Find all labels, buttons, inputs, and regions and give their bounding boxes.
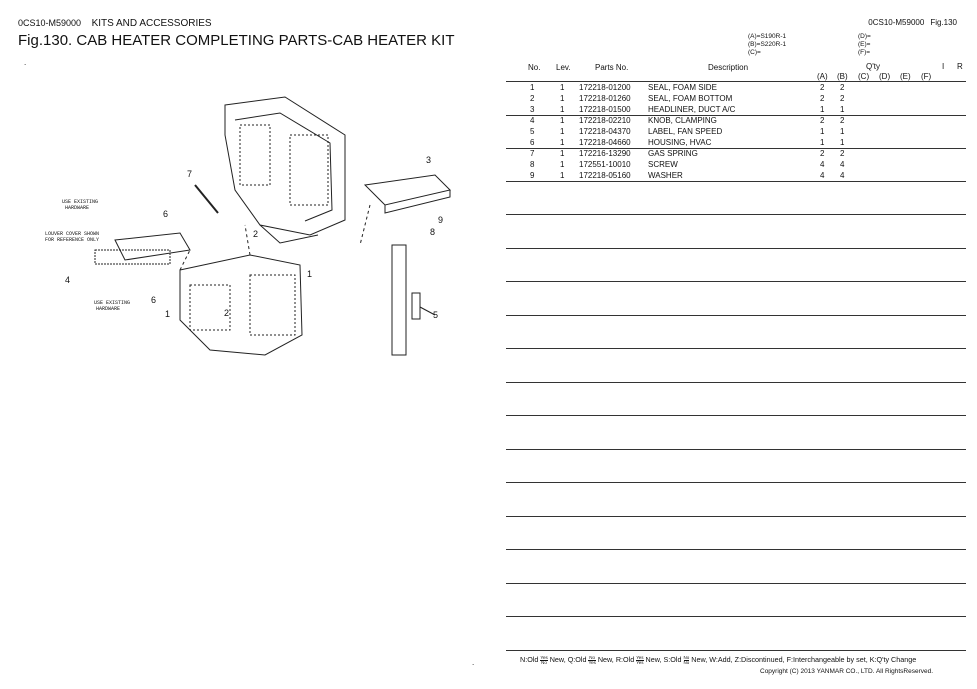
qty-col-header: (A): [817, 72, 828, 81]
row-qty-a: 2: [820, 116, 825, 125]
qty-col-header: (D): [879, 72, 891, 81]
model-c: (C)=: [748, 49, 761, 56]
doc-code: 0CS10-M59000: [18, 18, 82, 28]
group-rule: [506, 148, 966, 149]
legend-text: New, W:Add, Z:Discontinued, F:Interchangeable by set, K:Q'ty Change: [691, 655, 917, 664]
note-existing-hardware-1: USE EXISTING: [62, 199, 99, 205]
upper-window-grid: [240, 125, 270, 185]
row-lev: 1: [560, 171, 565, 180]
doc-code-right: [862, 18, 957, 27]
table-row: [506, 170, 966, 181]
row-lev: 1: [560, 127, 565, 136]
qty-col-header: (E): [900, 72, 911, 81]
row-part-no: 172218-01260: [579, 94, 631, 103]
legend-code: N:Old: [520, 655, 539, 664]
model-f: (F)=: [858, 49, 871, 56]
callout-7: 7: [187, 169, 193, 179]
callout-4: 4: [65, 275, 71, 285]
row-qty-a: 4: [820, 171, 825, 180]
qty-col-header: (C): [858, 72, 870, 81]
row-no: 5: [530, 127, 535, 136]
row-no: 9: [530, 171, 535, 180]
blank-row-rule: [506, 449, 966, 450]
blank-row-rule: [506, 516, 966, 517]
row-qty-b: 1: [840, 138, 845, 147]
row-qty-b: 2: [840, 116, 845, 125]
row-description: HEADLINER, DUCT A/C: [648, 105, 736, 114]
row-no: 3: [530, 105, 535, 114]
qty-col-header: (F): [921, 72, 932, 81]
section-name: KITS AND ACCESSORIES: [91, 18, 212, 29]
cab-lower-frame: [180, 255, 302, 355]
table-row: [506, 137, 966, 148]
row-description: HOUSING, HVAC: [648, 138, 712, 147]
row-qty-a: 2: [820, 94, 825, 103]
row-qty-a: 1: [820, 138, 825, 147]
louver-cover: [95, 250, 170, 264]
row-lev: 1: [560, 105, 565, 114]
copyright: Copyright (C) 2013 YANMAR CO., LTD. All RightsReserved.: [760, 668, 934, 675]
row-part-no: 172218-05160: [579, 171, 631, 180]
callout-3: 3: [426, 155, 432, 165]
blank-row-rule: [506, 248, 966, 249]
doc-code-right-text: 0CS10-M59000: [868, 18, 925, 27]
header-rule: [506, 81, 966, 82]
callout-1b: 1: [165, 309, 171, 319]
svg-text:HARDWARE: HARDWARE: [96, 306, 121, 312]
blank-row-rule: [506, 348, 966, 349]
stray-dot: .: [24, 58, 27, 67]
table-row: [506, 159, 966, 170]
row-qty-a: 1: [820, 127, 825, 136]
group-rule: [506, 181, 966, 182]
blank-row-rule: [506, 650, 966, 651]
row-no: 2: [530, 94, 535, 103]
row-part-no: 172551-10010: [579, 160, 631, 169]
callout-6: 6: [163, 209, 169, 219]
row-no: 6: [530, 138, 535, 147]
model-key-left: [748, 33, 786, 57]
row-qty-a: 1: [820, 105, 825, 114]
table-row: [506, 104, 966, 115]
row-lev: 1: [560, 138, 565, 147]
legend-fraction: $\frac{No}{\text{Yes}}$: [588, 654, 596, 665]
blank-row-rule: [506, 415, 966, 416]
row-description: WASHER: [648, 171, 683, 180]
row-lev: 1: [560, 83, 565, 92]
row-part-no: 172218-04660: [579, 138, 631, 147]
row-part-no: 172218-02210: [579, 116, 631, 125]
model-a: (A)=S190R-1: [748, 33, 787, 40]
group-rule: [506, 115, 966, 116]
row-qty-b: 4: [840, 171, 845, 180]
callout-2: 2: [253, 229, 259, 239]
blank-row-rule: [506, 583, 966, 584]
model-e: (E)=: [858, 41, 871, 48]
callout-8: 8: [430, 227, 436, 237]
row-description: LABEL, FAN SPEED: [648, 127, 723, 136]
callout-2b: 2: [224, 308, 230, 318]
row-no: 7: [530, 149, 535, 158]
row-qty-b: 4: [840, 160, 845, 169]
legend-fraction: $\frac{\text{Yes}}{No}$: [540, 654, 548, 665]
hvac-housing: [115, 233, 190, 260]
col-qty: Q'ty: [866, 62, 880, 71]
col-no: No.: [528, 63, 541, 72]
legend: [520, 655, 916, 665]
row-qty-b: 2: [840, 83, 845, 92]
gas-spring: [195, 185, 218, 213]
legend-fraction: $\frac{No}{No}$: [683, 654, 690, 665]
row-qty-b: 2: [840, 149, 845, 158]
legend-text: New,: [549, 655, 568, 664]
exploded-diagram: [40, 75, 480, 375]
model-key-right: [858, 33, 871, 57]
callout-5: 5: [433, 310, 439, 320]
doc-header: [18, 18, 212, 29]
page-title: Fig.130. CAB HEATER COMPLETING PARTS-CAB HEATER KIT: [18, 32, 455, 49]
legend-code: R:Old: [615, 655, 635, 664]
table-row: [506, 115, 966, 126]
callout-9: 9: [438, 215, 444, 225]
note-louver: LOUVER COVER SHOWN: [45, 231, 100, 237]
blank-row-rule: [506, 281, 966, 282]
row-lev: 1: [560, 160, 565, 169]
table-row: [506, 126, 966, 137]
col-desc: Description: [708, 63, 749, 72]
row-lev: 1: [560, 116, 565, 125]
row-qty-a: 2: [820, 83, 825, 92]
model-b: (B)=S220R-1: [748, 41, 787, 48]
col-i: I: [942, 62, 945, 71]
row-lev: 1: [560, 94, 565, 103]
fan-speed-label: [392, 245, 406, 355]
row-qty-b: 2: [840, 94, 845, 103]
row-description: KNOB, CLAMPING: [648, 116, 717, 125]
row-no: 8: [530, 160, 535, 169]
svg-text:HARDWARE: HARDWARE: [65, 205, 90, 211]
table-row: [506, 93, 966, 104]
callout-6b: 6: [151, 295, 157, 305]
model-d: (D)=: [858, 33, 871, 40]
row-lev: 1: [560, 149, 565, 158]
blank-row-rule: [506, 214, 966, 215]
svg-text:FOR REFERENCE ONLY: FOR REFERENCE ONLY: [45, 237, 100, 243]
col-lev: Lev.: [556, 63, 571, 72]
row-description: SCREW: [648, 160, 678, 169]
row-no: 1: [530, 83, 535, 92]
row-qty-a: 4: [820, 160, 825, 169]
stray-dot-bottom: .: [472, 658, 475, 667]
blank-row-rule: [506, 482, 966, 483]
row-no: 4: [530, 116, 535, 125]
table-row: [506, 148, 966, 159]
legend-fraction: $\frac{\text{Yes}}{\text{Yes}}$: [636, 654, 644, 665]
blank-row-rule: [506, 315, 966, 316]
row-qty-b: 1: [840, 127, 845, 136]
row-part-no: 172218-01200: [579, 83, 631, 92]
table-row: [506, 82, 966, 93]
qty-col-header: (B): [837, 72, 848, 81]
row-qty-a: 2: [820, 149, 825, 158]
col-r: R: [957, 62, 963, 71]
legend-code: Q:Old: [567, 655, 587, 664]
note-existing-hardware-2: USE EXISTING: [94, 300, 131, 306]
cab-upper-frame: [225, 97, 345, 235]
row-part-no: 172218-01500: [579, 105, 631, 114]
legend-text: New,: [597, 655, 616, 664]
row-description: SEAL, FOAM SIDE: [648, 83, 717, 92]
col-parts: Parts No.: [595, 63, 629, 72]
knob-part: [412, 293, 420, 319]
blank-row-rule: [506, 616, 966, 617]
callout-1: 1: [307, 269, 313, 279]
row-part-no: 172216-13290: [579, 149, 631, 158]
fig-number: Fig.130: [930, 18, 957, 27]
blank-row-rule: [506, 382, 966, 383]
blank-row-rule: [506, 549, 966, 550]
legend-text: New,: [645, 655, 664, 664]
legend-code: S:Old: [663, 655, 682, 664]
row-qty-b: 1: [840, 105, 845, 114]
row-description: SEAL, FOAM BOTTOM: [648, 94, 733, 103]
row-part-no: 172218-04370: [579, 127, 631, 136]
row-description: GAS SPRING: [648, 149, 698, 158]
